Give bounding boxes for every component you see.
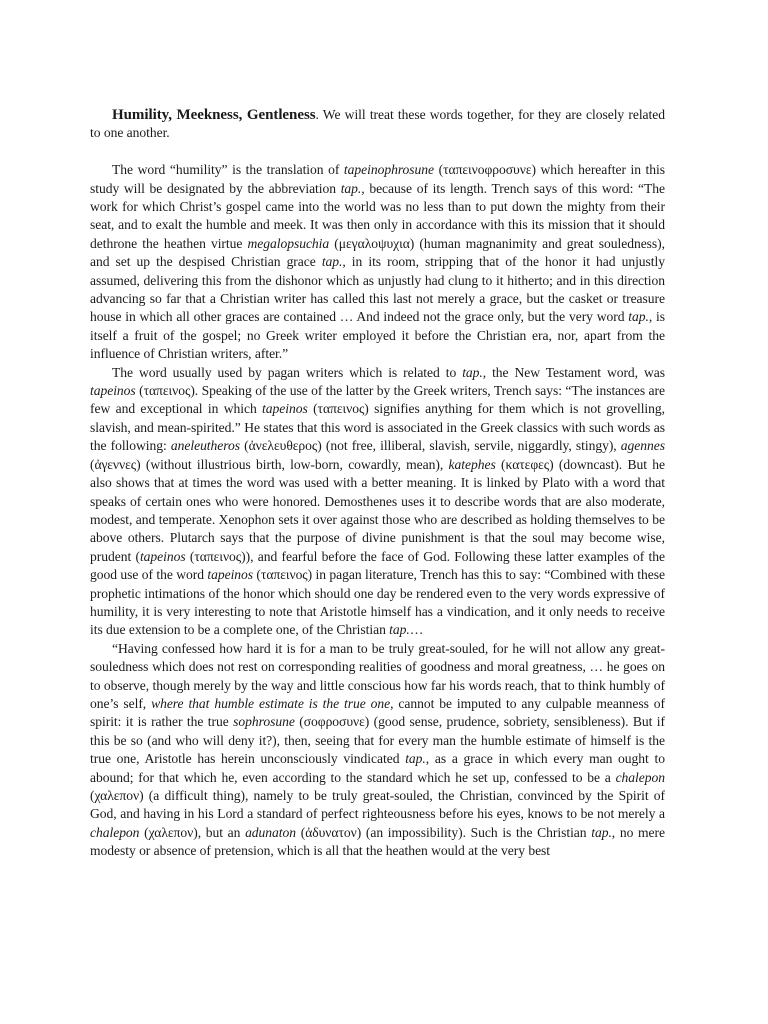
body-text <box>90 106 665 861</box>
text-run: (κατεφες) (downcast). But he also shows that at times the word was used with a better meaning. It is linked by Plato with a word that speaks of certain ones who were honored. Demosthenes uses it to describe words that are also moderate, modest, and temperate. Xenophon sets it over against those who are described as holding themselves to be above others. Plutarch says that the purpose of divine punishment is that the soul may become wise, prudent ( <box>90 456 665 564</box>
italic-term: tapeinos <box>262 401 308 417</box>
text-run: (χαλεπον), but an <box>139 824 246 840</box>
italic-term: agennes <box>620 438 665 454</box>
text-run: (ταπεινος)), and fearful before the face of God. Following these latter examples of the good use of the word <box>90 548 665 583</box>
section-heading: Humility, Meekness, Gentleness <box>112 107 316 123</box>
text-run: (ταπεινος). Speaking of the use of the latter by the Greek writers, Trench says: “The instances are few and exceptional in which <box>90 383 665 417</box>
text-run: … <box>409 622 424 638</box>
italic-term: megalopsuchia <box>247 235 330 251</box>
paragraph <box>90 640 665 861</box>
text-run: (ἀνελευθερος) (not free, illiberal, slavish, servile, niggardly, stingy), <box>240 438 621 454</box>
italic-term: tap. <box>340 180 362 196</box>
paragraph <box>90 364 665 640</box>
italic-term: tap. <box>628 309 649 325</box>
text-run: “Having confessed how hard it is for a man to be truly great-souled, for he will not allow any great-souledness which does not rest on corresponding realities of goodness and moral greatness, … he goes on to observe, though merely by the way and little conscious how far his words reach, that to think humbly of one’s self, <box>90 640 665 711</box>
text-run: . We will treat these words together, for they are closely related to one another. <box>90 107 665 141</box>
italic-term: aneleutheros <box>170 438 240 454</box>
text-run: The word usually used by pagan writers which is related to <box>112 364 463 380</box>
italic-term: tapeinos <box>90 383 136 399</box>
paragraph <box>90 161 665 363</box>
italic-term: where that humble estimate is the true one <box>151 695 391 711</box>
text-run: (ταπεινος) signifies anything for them which is not grovelling, slavish, and mean-spirited.” He states that this word is associated in the Greek classics with such words as the following: <box>90 401 665 454</box>
text-run: (χαλεπον) (a difficult thing), namely to be truly great-souled, the Christian, convinced by the Spirit of God, and having in his Lord a standard of perfect righteousness before his eyes, knows to be not merely a <box>90 788 665 822</box>
text-run: , the New Testament word, was <box>482 364 665 380</box>
text-run: (ταπεινος) in pagan literature, Trench has this to say: “Combined with these prophetic intimations of the honor which should one day be rendered even to the very words expressive of humility, it is very interesting to note that Aristotle himself has a vindication, and it only needs to receive its due extension to be a complete one, of the Christian <box>90 567 665 638</box>
italic-term: tap. <box>389 622 410 638</box>
italic-term: tapeinos <box>139 548 186 564</box>
italic-term: chalepon <box>615 769 665 785</box>
italic-term: tap. <box>591 824 612 840</box>
text-run: , in its room, stripping that of the honor it had unjustly assumed, delivering this from the dishonor which as unjustly had clung to it hitherto; and in this direction advancing so far that a Christian writer has called this last not merely a grace, but the casket or treasure house in which all other graces are contained … And indeed not the grace only, but the very word <box>90 254 665 325</box>
italic-term: adunaton <box>245 824 297 840</box>
italic-term: sophrosune <box>233 714 295 730</box>
text-run: The word “humility” is the translation of <box>112 162 344 178</box>
text-run: (ἀγεννες) (without illustrious birth, low-born, cowardly, mean), <box>90 456 449 472</box>
italic-term: tapeinos <box>207 567 254 583</box>
text-run: (σοφροσυνε) (good sense, prudence, sobriety, sensibleness). But if this be so (and who will deny it?), then, seeing that for every man the humble estimate of himself is the true one, Aristotle has herein unconsciously vindicated <box>90 714 665 767</box>
text-run: , is itself a fruit of the gospel; no Greek writer employed it before the Christian era, nor, apart from the influence of Christian writers, after.” <box>90 309 665 362</box>
italic-term: tapeinophrosune <box>343 162 435 178</box>
text-run: , because of its length. Trench says of this word: “The work for which Christ’s gospel came into the world was no less than to put down the mighty from their seat, and to exalt the humble and meek. It was then only in accordance with this its mission that it should dethrone the heathen virtue <box>90 180 665 251</box>
text-run: , cannot be imputed to any culpable meanness of spirit: it is rather the true <box>90 695 665 730</box>
text-run: , no mere modesty or absence of pretension, which is all that the heathen would at the very best <box>90 824 665 859</box>
paragraph <box>90 106 665 143</box>
text-run: (ἀδυνατον) (an impossibility). Such is the Christian <box>296 824 592 840</box>
text-run: (μεγαλοψυχια) (human magnanimity and great souledness), and set up the despised Christian grace <box>90 235 665 270</box>
italic-term: katephes <box>448 456 496 472</box>
italic-term: chalepon <box>90 824 140 840</box>
italic-term: tap. <box>405 751 426 767</box>
text-run: (ταπεινοφροσυνε) which hereafter in this study will be designated by the abbreviation <box>90 162 665 196</box>
italic-term: tap. <box>462 364 483 380</box>
text-run: , as a grace in which every man ought to abound; for that which he, even according to the standard which he set up, confessed to be a <box>90 751 665 785</box>
italic-term: tap. <box>321 254 343 270</box>
